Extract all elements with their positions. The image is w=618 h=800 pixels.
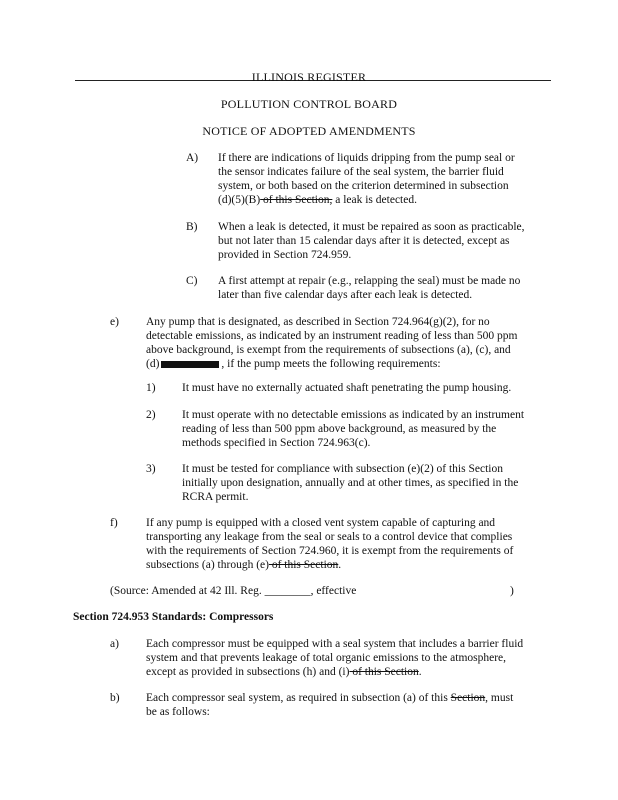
notice-title: NOTICE OF ADOPTED AMENDMENTS [202, 124, 416, 138]
item-e-text [146, 315, 544, 371]
item-b-line2: but not later than 15 calendar days after it is detected, except as [218, 235, 510, 247]
item-b-text [218, 220, 543, 262]
compressor-a-label: a) [110, 638, 119, 650]
compressor-a-line1: Each compressor must be equipped with a seal system that includes a barrier fluid [146, 638, 524, 650]
item-e1-text [182, 381, 542, 395]
item-f-line2: transporting any leakage from the seal or seals to a control device that complies [146, 531, 513, 543]
item-e3-line1: It must be tested for compliance with subsection (e)(2) of this Section [182, 463, 503, 475]
struck-text: of this Section [268, 559, 339, 571]
item-e-line2: detectable emissions, as indicated by an instrument reading of less than 500 ppm [146, 330, 518, 342]
item-f-line1: If any pump is equipped with a closed vent system capable of capturing and [146, 517, 496, 529]
item-e3-line3: RCRA permit. [182, 491, 249, 503]
struck-text: of this Section, [260, 194, 333, 206]
section-heading: Section 724.953 Standards: Compressors [73, 611, 274, 623]
item-e3-text [182, 462, 542, 504]
item-f-label: f) [110, 517, 118, 529]
board-title: POLLUTION CONTROL BOARD [220, 97, 398, 111]
compressor-a-line2: system and that prevents leakage of total organic emissions to the atmosphere, [146, 652, 507, 664]
item-f-text [146, 516, 546, 572]
compressor-a-line3: except as provided in subsections (h) and (i) of this Section. [146, 666, 422, 678]
item-e2-line3: methods specified in Section 724.963(c). [182, 437, 371, 449]
source-close-paren: ) [510, 585, 514, 597]
item-e2-line2: reading of less than 500 ppm above background, as measured by the [182, 423, 497, 435]
item-e1-line1: It must have no externally actuated shaft penetrating the pump housing. [182, 382, 512, 394]
item-e-label: e) [110, 316, 119, 328]
item-a-line1: If there are indications of liquids dripping from the pump seal or [218, 152, 515, 164]
struck-text: Section [450, 692, 486, 704]
item-c-line2: later than five calendar days after each leak is detected. [218, 289, 473, 301]
compressor-b-text [146, 691, 546, 719]
item-e-line1: Any pump that is designated, as described in Section 724.964(g)(2), for no [146, 316, 490, 328]
item-c-label: C) [186, 275, 198, 287]
item-e3-label: 3) [146, 463, 156, 475]
item-e2-text [182, 408, 542, 450]
item-a-line2: the sensor indicates failure of the seal system, the barrier fluid [218, 166, 504, 178]
item-e-line4: (d) , if the pump meets the following requirements: [146, 358, 441, 370]
item-e2-label: 2) [146, 409, 156, 421]
compressor-b-line1: Each compressor seal system, as required in subsection (a) of this Section, must [146, 692, 514, 704]
item-e1-label: 1) [146, 382, 156, 394]
item-c-line1: A first attempt at repair (e.g., relapping the seal) must be made no [218, 275, 521, 287]
item-e-line3: above background, is exempt from the requirements of subsections (a), (c), and [146, 344, 511, 356]
item-b-line3: provided in Section 724.959. [218, 249, 352, 261]
item-a-text [218, 151, 536, 207]
item-c-text [218, 274, 543, 302]
item-e3-line2: initially upon designation, annually and at other times, as specified in the [182, 477, 519, 489]
item-f-line3: with the requirements of Section 724.960, it is exempt from the requirements of [146, 545, 514, 557]
item-e2-line1: It must operate with no detectable emissions as indicated by an instrument [182, 409, 525, 421]
struck-text: of this Section [349, 666, 419, 678]
item-b-line1: When a leak is detected, it must be repaired as soon as practicable, [218, 221, 525, 233]
register-title: ILLINOIS REGISTER [251, 70, 367, 84]
compressor-b-line2: be as follows: [146, 706, 210, 718]
compressor-b-label: b) [110, 692, 120, 704]
item-b-label: B) [186, 221, 198, 233]
item-a-line4: (d)(5)(B) of this Section, a leak is detected. [218, 194, 417, 206]
item-a-line3: system, or both based on the criterion determined in subsection [218, 180, 509, 192]
item-a-label: A) [186, 152, 199, 164]
source-note: (Source: Amended at 42 Ill. Reg. ________, effective [110, 585, 357, 597]
compressor-a-text [146, 637, 546, 679]
item-f-line4: subsections (a) through (e) of this Section. [146, 559, 342, 571]
redaction-mark [161, 361, 219, 368]
